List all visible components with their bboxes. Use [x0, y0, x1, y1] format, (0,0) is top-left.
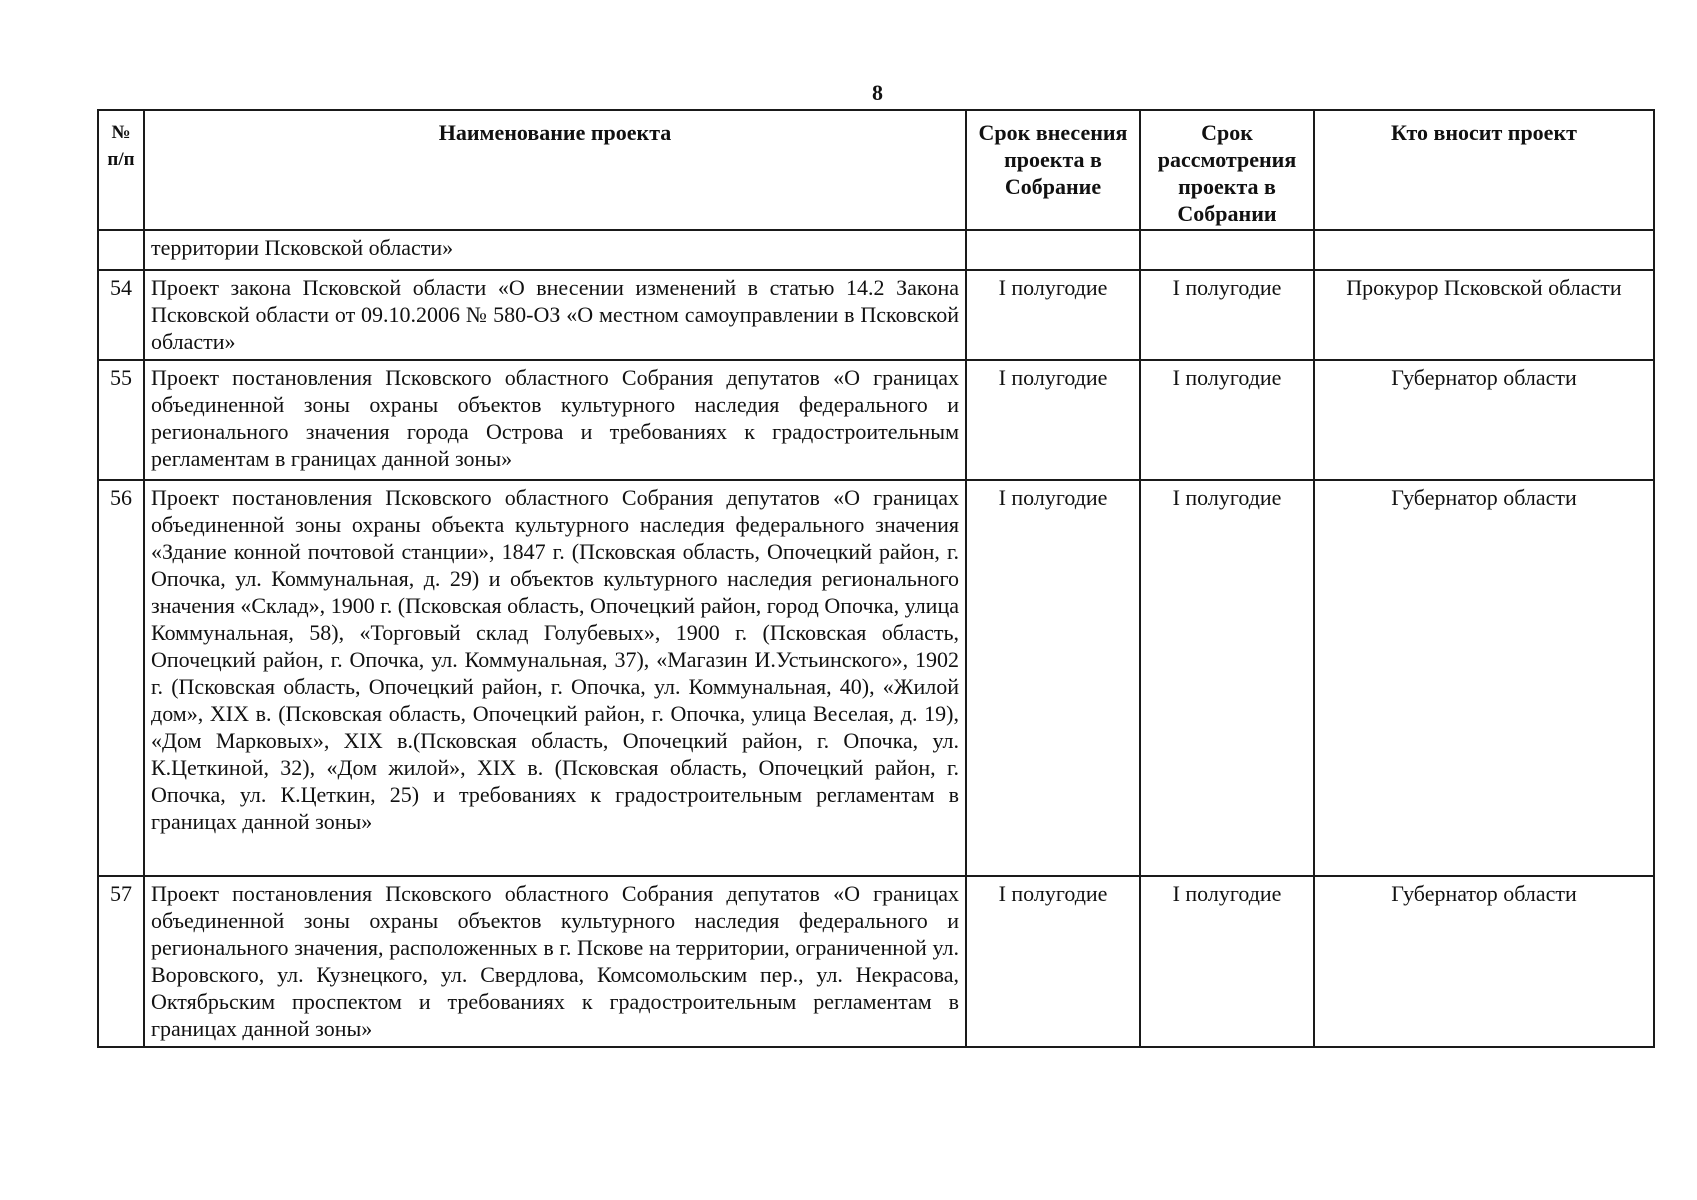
row-number: [98, 230, 144, 270]
row-review-term: [1140, 230, 1314, 270]
table-row: [98, 230, 1654, 270]
table-row: [98, 876, 1654, 1047]
table-row: [98, 360, 1654, 480]
table-header-row: [98, 110, 1654, 230]
row-project-name: Проект постановления Псковского областного Собрания депутатов «О границах объединенной зоны охраны объекта культурного наследия федерального значения «Здание конной почтовой станции», 1847 г. (Псковская область, Опочецкий район, г. Опочка, ул. Коммунальная, д. 29) и объектов культурного наследия регионального значения «Склад», 1900 г. (Псковская область, Опочецкий район, город Опочка, улица Коммунальная, 58), «Торговый склад Голубевых», 1900 г. (Псковская область, Опочецкий район, г. Опочка, ул. Коммунальная, 37), «Магазин И.Устьинского», 1902 г. (Псковская область, Опочецкий район, г. Опочка, ул. Коммунальная, 40), «Жилой дом», XIX в. (Псковская область, Опочецкий район, г. Опочка, улица Веселая, д. 19), «Дом Марковых», XIX в.(Псковская область, Опочецкий район, г. Опочка, ул. К.Цеткиной, 32), «Дом жилой», XIX в. (Псковская область, Опочецкий район, г. Опочка, ул. К.Цеткин, 25) и требованиях к градостроительным регламентам в границах данной зоны»: [144, 480, 966, 876]
row-review-term: I полугодие: [1140, 270, 1314, 360]
row-submit-term: [966, 230, 1140, 270]
row-submit-term: I полугодие: [966, 480, 1140, 876]
row-review-term: I полугодие: [1140, 876, 1314, 1047]
row-number: 57: [98, 876, 144, 1047]
row-project-name: Проект постановления Псковского областного Собрания депутатов «О границах объединенной зоны охраны объектов культурного наследия федерального и регионального значения города Острова и требованиях к градостроительным регламентам в границах данной зоны»: [144, 360, 966, 480]
header-project-name: Наименование проекта: [144, 110, 966, 230]
row-review-term: I полугодие: [1140, 480, 1314, 876]
legislative-plan-table: [97, 109, 1655, 1048]
header-submit-term: Срок внесения проекта в Собрание: [966, 110, 1140, 230]
row-submit-term: I полугодие: [966, 876, 1140, 1047]
row-number: 56: [98, 480, 144, 876]
row-submitter: Прокурор Псковской области: [1314, 270, 1654, 360]
row-submitter: Губернатор области: [1314, 360, 1654, 480]
header-submitter: Кто вносит проект: [1314, 110, 1654, 230]
page-number: 8: [872, 80, 883, 105]
row-submitter: [1314, 230, 1654, 270]
row-submit-term: I полугодие: [966, 360, 1140, 480]
row-project-name: Проект постановления Псковского областного Собрания депутатов «О границах объединенной зоны охраны объектов культурного наследия федерального и регионального значения, расположенных в г. Пскове на территории, ограниченной ул. Воровского, ул. Кузнецкого, ул. Свердлова, Комсомольским пер., ул. Некрасова, Октябрьским проспектом и требованиях к градостроительным регламентам в границах данной зоны»: [144, 876, 966, 1047]
table-row: [98, 480, 1654, 876]
row-project-name: территории Псковской области»: [144, 230, 966, 270]
header-review-term: Срок рассмотрения проекта в Собрании: [1140, 110, 1314, 230]
row-submitter: Губернатор области: [1314, 480, 1654, 876]
row-submit-term: I полугодие: [966, 270, 1140, 360]
header-number: № п/п: [98, 110, 144, 230]
row-review-term: I полугодие: [1140, 360, 1314, 480]
table-row: [98, 270, 1654, 360]
row-project-name: Проект закона Псковской области «О внесении изменений в статью 14.2 Закона Псковской области от 09.10.2006 № 580-ОЗ «О местном самоуправлении в Псковской области»: [144, 270, 966, 360]
row-number: 54: [98, 270, 144, 360]
row-submitter: Губернатор области: [1314, 876, 1654, 1047]
row-number: 55: [98, 360, 144, 480]
